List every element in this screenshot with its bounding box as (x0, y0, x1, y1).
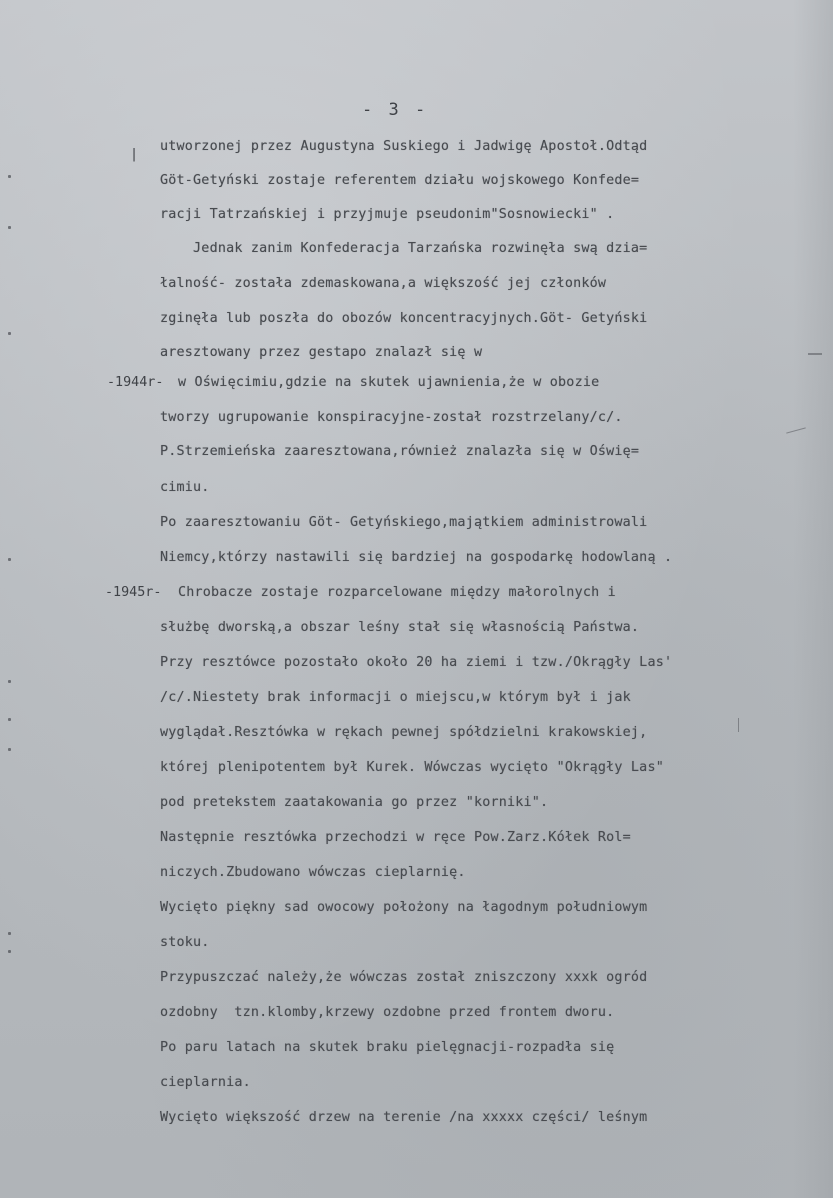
binding-mark (8, 950, 11, 953)
text-line: aresztowany przez gestapo znalazł się w (160, 345, 483, 360)
binding-mark (8, 932, 11, 935)
text-line: wyglądał.Resztówka w rękach pewnej spółdzielni krakowskiej, (160, 725, 648, 740)
text-line: zginęła lub poszła do obozów koncentracyjnych.Göt- Getyński (160, 311, 648, 326)
text-line: tworzy ugrupowanie konspiracyjne-został rozstrzelany/c/. (160, 410, 623, 425)
text-line: racji Tatrzańskiej i przyjmuje pseudonim"Sosnowiecki" . (160, 207, 615, 222)
text-line: Następnie resztówka przechodzi w ręce Pow.Zarz.Kółek Rol= (160, 830, 631, 845)
binding-mark (8, 332, 11, 335)
text-line: której plenipotentem był Kurek. Wówczas wycięto "Okrągły Las" (160, 760, 664, 775)
text-line: Po paru latach na skutek braku pielęgnacji-rozpadła się (160, 1040, 615, 1055)
text-line: ozdobny tzn.klomby,krzewy ozdobne przed frontem dworu. (160, 1005, 615, 1020)
text-line: Wycięto piękny sad owocowy położony na łagodnym południowym (160, 900, 648, 915)
binding-mark (8, 558, 11, 561)
text-line: Wycięto większość drzew na terenie /na xxxxx części/ leśnym (160, 1110, 648, 1125)
binding-mark (8, 680, 11, 683)
year-marker-1945: -1945r- (105, 585, 162, 600)
text-line: niczych.Zbudowano wówczas cieplarnię. (160, 865, 466, 880)
text-line: Göt-Getyński zostaje referentem działu wojskowego Konfede= (160, 173, 640, 188)
pencil-stroke (808, 353, 822, 355)
text-line: cimiu. (160, 480, 210, 495)
text-line: utworzonej przez Augustyna Suskiego i Jadwigę Apostoł.Odtąd (160, 139, 648, 154)
text-line: Chrobacze zostaje rozparcelowane między małorolnych i (178, 585, 616, 600)
text-line: łalność- została zdemaskowana,a większość jej członków (160, 276, 607, 291)
text-line: stoku. (160, 935, 210, 950)
page-edge-shadow (793, 0, 833, 1198)
text-line: P.Strzemieńska zaaresztowana,również znalazła się w Oświę= (160, 444, 640, 459)
binding-mark (8, 226, 11, 229)
text-line: Niemcy,którzy nastawili się bardziej na gospodarkę hodowlaną . (160, 550, 673, 565)
year-marker-1944: -1944r- (107, 375, 164, 390)
page-number: - 3 - (362, 100, 429, 120)
text-line: /c/.Niestety brak informacji o miejscu,w którym był i jak (160, 690, 631, 705)
text-line: Jednak zanim Konfederacja Tarzańska rozwinęła swą dzia= (160, 241, 648, 256)
text-line: Przypuszczać należy,że wówczas został zniszczony xxxk ogród (160, 970, 648, 985)
binding-mark (8, 175, 11, 178)
binding-mark (8, 748, 11, 751)
margin-mark: | (130, 147, 139, 162)
binding-mark (8, 718, 11, 721)
text-line: służbę dworską,a obszar leśny stał się własnością Państwa. (160, 620, 640, 635)
text-line: Po zaaresztowaniu Göt- Getyńskiego,majątkiem administrowali (160, 515, 648, 530)
text-line: pod pretekstem zaatakowania go przez "korniki". (160, 795, 549, 810)
text-line: cieplarnia. (160, 1075, 251, 1090)
text-line: Przy resztówce pozostało około 20 ha ziemi i tzw./Okrągły Las' (160, 655, 673, 670)
text-line: w Oświęcimiu,gdzie na skutek ujawnienia,że w obozie (178, 375, 600, 390)
pencil-stroke (738, 718, 739, 732)
